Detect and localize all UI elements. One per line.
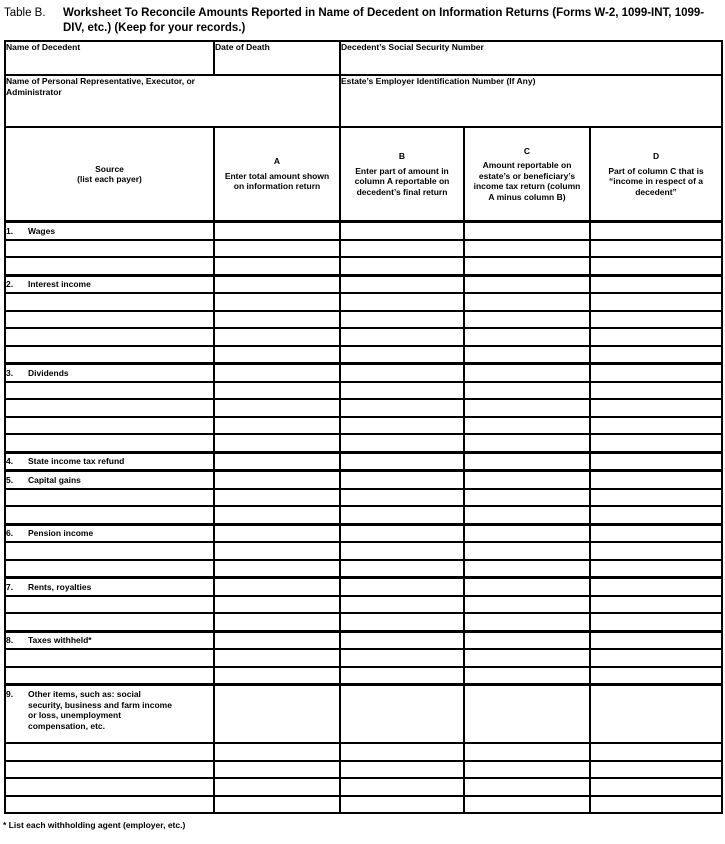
- row-number: 4.: [6, 456, 14, 466]
- payer-entry-cell[interactable]: [5, 240, 214, 258]
- amount-entry-cell-a[interactable]: [214, 382, 340, 400]
- amount-entry-cell-b[interactable]: [340, 240, 464, 258]
- blank-entry-row: [5, 761, 722, 779]
- source-label-cell-5: [5, 471, 214, 489]
- payer-entry-cell[interactable]: [5, 417, 214, 435]
- source-label-cell-2: [5, 275, 214, 293]
- amount-entry-cell-d[interactable]: [590, 542, 722, 560]
- amount-entry-cell-c[interactable]: [464, 743, 590, 761]
- worksheet-row-8: [5, 631, 722, 649]
- amount-entry-cell-b[interactable]: [340, 578, 464, 596]
- amount-entry-cell-a[interactable]: [214, 257, 340, 275]
- amount-entry-cell-a[interactable]: [214, 275, 340, 293]
- amount-entry-cell-c[interactable]: [464, 328, 590, 346]
- payer-entry-cell[interactable]: [5, 506, 214, 524]
- amount-entry-cell-a[interactable]: [214, 328, 340, 346]
- amount-entry-cell-d[interactable]: [590, 596, 722, 614]
- amount-entry-cell-d[interactable]: [590, 471, 722, 489]
- amount-entry-cell-b[interactable]: [340, 222, 464, 240]
- row-label: Interest income: [28, 279, 91, 289]
- col-header-a: [214, 127, 340, 222]
- amount-entry-cell-d[interactable]: [590, 240, 722, 258]
- amount-entry-cell-c[interactable]: [464, 240, 590, 258]
- amount-entry-cell-a[interactable]: [214, 578, 340, 596]
- blank-entry-row: [5, 240, 722, 258]
- col-c-letter: C: [523, 145, 531, 156]
- amount-entry-cell-d[interactable]: [590, 275, 722, 293]
- amount-entry-cell-b[interactable]: [340, 743, 464, 761]
- amount-entry-cell-a[interactable]: [214, 649, 340, 667]
- amount-entry-cell-d[interactable]: [590, 257, 722, 275]
- amount-entry-cell-a[interactable]: [214, 452, 340, 471]
- amount-entry-cell-d[interactable]: [590, 382, 722, 400]
- row-label: Dividends: [28, 367, 69, 378]
- row-label: Pension income: [28, 528, 94, 538]
- amount-entry-cell-d[interactable]: [590, 311, 722, 329]
- amount-entry-cell-a[interactable]: [214, 506, 340, 524]
- amount-entry-cell-b[interactable]: [340, 293, 464, 311]
- amount-entry-cell-b[interactable]: [340, 778, 464, 796]
- amount-entry-cell-a[interactable]: [214, 222, 340, 240]
- ein-cell[interactable]: [340, 75, 722, 127]
- amount-entry-cell-a[interactable]: [214, 796, 340, 814]
- amount-entry-cell-b[interactable]: [340, 649, 464, 667]
- amount-entry-cell-c[interactable]: [464, 685, 590, 744]
- info-row-decedent: [5, 41, 722, 75]
- source-label-cell-8: [5, 631, 214, 649]
- amount-entry-cell-d[interactable]: [590, 222, 722, 240]
- amount-entry-cell-c[interactable]: [464, 649, 590, 667]
- payer-entry-cell[interactable]: [5, 743, 214, 761]
- info-row-representative: [5, 75, 722, 127]
- amount-entry-cell-d[interactable]: [590, 685, 722, 744]
- amount-entry-cell-d[interactable]: [590, 524, 722, 542]
- payer-entry-cell[interactable]: [5, 560, 214, 578]
- amount-entry-cell-a[interactable]: [214, 489, 340, 507]
- payer-entry-cell[interactable]: [5, 257, 214, 275]
- table-letter-label: Table B.: [4, 7, 46, 19]
- col-header-c: [464, 127, 590, 222]
- amount-entry-cell-c[interactable]: [464, 364, 590, 382]
- personal-representative-cell[interactable]: [5, 75, 340, 127]
- amount-entry-cell-b[interactable]: [340, 257, 464, 275]
- amount-entry-cell-d[interactable]: [590, 417, 722, 435]
- worksheet-row-6: [5, 524, 722, 542]
- row-number: 2.: [6, 279, 14, 289]
- worksheet-row-3: [5, 364, 722, 382]
- worksheet-row-9: [5, 685, 722, 744]
- amount-entry-cell-b[interactable]: [340, 434, 464, 452]
- source-label-cell-3: [5, 364, 214, 382]
- amount-entry-cell-d[interactable]: [590, 506, 722, 524]
- payer-entry-cell[interactable]: [5, 293, 214, 311]
- amount-entry-cell-b[interactable]: [340, 685, 464, 744]
- date-of-death-cell[interactable]: [214, 41, 340, 75]
- ein-label: Estate’s Employer Identification Number (If Any): [341, 76, 536, 86]
- blank-entry-row: [5, 667, 722, 685]
- payer-entry-cell[interactable]: [5, 489, 214, 507]
- amount-entry-cell-a[interactable]: [214, 596, 340, 614]
- blank-entry-row: [5, 796, 722, 814]
- amount-entry-cell-c[interactable]: [464, 578, 590, 596]
- col-a-letter: A: [273, 156, 281, 167]
- amount-entry-cell-c[interactable]: [464, 257, 590, 275]
- amount-entry-cell-d[interactable]: [590, 743, 722, 761]
- amount-entry-cell-b[interactable]: [340, 524, 464, 542]
- blank-entry-row: [5, 743, 722, 761]
- payer-entry-cell[interactable]: [5, 328, 214, 346]
- amount-entry-cell-d[interactable]: [590, 578, 722, 596]
- payer-entry-cell[interactable]: [5, 778, 214, 796]
- row-label: Capital gains: [28, 474, 81, 485]
- payer-entry-cell[interactable]: [5, 399, 214, 417]
- blank-entry-row: [5, 434, 722, 452]
- amount-entry-cell-b[interactable]: [340, 399, 464, 417]
- blank-entry-row: [5, 542, 722, 560]
- amount-entry-cell-d[interactable]: [590, 364, 722, 382]
- withholding-agent-footnote: * List each withholding agent (employer, etc.): [3, 820, 186, 830]
- blank-entry-row: [5, 613, 722, 631]
- blank-entry-row: [5, 346, 722, 364]
- amount-entry-cell-c[interactable]: [464, 631, 590, 649]
- date-of-death-label: Date of Death: [215, 42, 270, 52]
- blank-entry-row: [5, 596, 722, 614]
- amount-entry-cell-d[interactable]: [590, 346, 722, 364]
- amount-entry-cell-a[interactable]: [214, 293, 340, 311]
- amount-entry-cell-a[interactable]: [214, 399, 340, 417]
- amount-entry-cell-d[interactable]: [590, 434, 722, 452]
- amount-entry-cell-c[interactable]: [464, 596, 590, 614]
- amount-entry-cell-c[interactable]: [464, 346, 590, 364]
- amount-entry-cell-b[interactable]: [340, 596, 464, 614]
- amount-entry-cell-d[interactable]: [590, 667, 722, 685]
- amount-entry-cell-c[interactable]: [464, 613, 590, 631]
- col-b-desc: Enter part of amount in column A reportable on decedent’s final return: [354, 165, 450, 197]
- col-header-source-line2: (list each payer): [77, 174, 142, 184]
- ssn-label: Decedent’s Social Security Number: [341, 42, 484, 52]
- amount-entry-cell-a[interactable]: [214, 364, 340, 382]
- row-number: 5.: [6, 474, 14, 485]
- amount-entry-cell-c[interactable]: [464, 796, 590, 814]
- amount-entry-cell-c[interactable]: [464, 506, 590, 524]
- amount-entry-cell-d[interactable]: [590, 649, 722, 667]
- worksheet-row-2: [5, 275, 722, 293]
- amount-entry-cell-b[interactable]: [340, 471, 464, 489]
- payer-entry-cell[interactable]: [5, 346, 214, 364]
- personal-representative-label: Name of Personal Representative, Executor, or Administrator: [6, 76, 195, 97]
- amount-entry-cell-b[interactable]: [340, 417, 464, 435]
- amount-entry-cell-d[interactable]: [590, 631, 722, 649]
- amount-entry-cell-a[interactable]: [214, 685, 340, 744]
- worksheet-row-4: [5, 452, 722, 471]
- source-label-cell-4: [5, 452, 214, 471]
- payer-entry-cell[interactable]: [5, 649, 214, 667]
- row-number: 6.: [6, 528, 14, 538]
- amount-entry-cell-c[interactable]: [464, 452, 590, 471]
- reconciliation-worksheet-table: [4, 40, 723, 814]
- name-of-decedent-label: Name of Decedent: [6, 42, 81, 52]
- row-number: 9.: [6, 689, 14, 699]
- col-c-desc: Amount reportable on estate’s or beneficiary’s income tax return (column A minus column B): [473, 160, 581, 202]
- amount-entry-cell-a[interactable]: [214, 761, 340, 779]
- payer-entry-cell[interactable]: [5, 311, 214, 329]
- amount-entry-cell-c[interactable]: [464, 471, 590, 489]
- amount-entry-cell-b[interactable]: [340, 613, 464, 631]
- amount-entry-cell-a[interactable]: [214, 417, 340, 435]
- row-label: State income tax refund: [28, 456, 125, 466]
- amount-entry-cell-c[interactable]: [464, 489, 590, 507]
- page-title: [0, 0, 725, 35]
- amount-entry-cell-b[interactable]: [340, 506, 464, 524]
- amount-entry-cell-c[interactable]: [464, 417, 590, 435]
- col-d-letter: D: [652, 151, 660, 161]
- amount-entry-cell-b[interactable]: [340, 631, 464, 649]
- source-label-cell-9: [5, 685, 214, 744]
- payer-entry-cell[interactable]: [5, 434, 214, 452]
- col-header-b: [340, 127, 464, 222]
- col-a-desc: Enter total amount shown on information return: [224, 170, 330, 192]
- row-label: Rents, royalties: [28, 581, 92, 592]
- payer-entry-cell[interactable]: [5, 596, 214, 614]
- amount-entry-cell-b[interactable]: [340, 275, 464, 293]
- amount-entry-cell-d[interactable]: [590, 328, 722, 346]
- amount-entry-cell-b[interactable]: [340, 328, 464, 346]
- worksheet-title-text: Worksheet To Reconcile Amounts Reported in Name of Decedent on Information Returns (Forms W-2, 1099-INT, 1099-DIV, etc.) (Keep for your records.): [63, 7, 705, 34]
- amount-entry-cell-a[interactable]: [214, 631, 340, 649]
- name-of-decedent-cell[interactable]: [5, 41, 214, 75]
- amount-entry-cell-a[interactable]: [214, 613, 340, 631]
- row-label: Wages: [28, 225, 56, 236]
- amount-entry-cell-c[interactable]: [464, 778, 590, 796]
- amount-entry-cell-d[interactable]: [590, 613, 722, 631]
- blank-entry-row: [5, 257, 722, 275]
- amount-entry-cell-d[interactable]: [590, 399, 722, 417]
- blank-entry-row: [5, 649, 722, 667]
- blank-entry-row: [5, 506, 722, 524]
- amount-entry-cell-c[interactable]: [464, 667, 590, 685]
- amount-entry-cell-c[interactable]: [464, 275, 590, 293]
- amount-entry-cell-a[interactable]: [214, 240, 340, 258]
- amount-entry-cell-a[interactable]: [214, 542, 340, 560]
- amount-entry-cell-d[interactable]: [590, 778, 722, 796]
- col-header-source-line1: Source: [95, 163, 124, 174]
- row-number: 1.: [6, 225, 14, 236]
- source-label-cell-7: [5, 578, 214, 596]
- col-b-letter: B: [398, 151, 406, 161]
- amount-entry-cell-b[interactable]: [340, 560, 464, 578]
- payer-entry-cell[interactable]: [5, 667, 214, 685]
- source-label-cell-1: [5, 222, 214, 240]
- blank-entry-row: [5, 417, 722, 435]
- payer-entry-cell[interactable]: [5, 796, 214, 814]
- amount-entry-cell-a[interactable]: [214, 743, 340, 761]
- amount-entry-cell-a[interactable]: [214, 311, 340, 329]
- amount-entry-cell-c[interactable]: [464, 524, 590, 542]
- amount-entry-cell-a[interactable]: [214, 346, 340, 364]
- amount-entry-cell-a[interactable]: [214, 667, 340, 685]
- amount-entry-cell-c[interactable]: [464, 382, 590, 400]
- amount-entry-cell-a[interactable]: [214, 778, 340, 796]
- amount-entry-cell-b[interactable]: [340, 796, 464, 814]
- amount-entry-cell-c[interactable]: [464, 560, 590, 578]
- amount-entry-cell-b[interactable]: [340, 382, 464, 400]
- amount-entry-cell-a[interactable]: [214, 524, 340, 542]
- row-number: 3.: [6, 367, 14, 378]
- amount-entry-cell-a[interactable]: [214, 434, 340, 452]
- amount-entry-cell-c[interactable]: [464, 222, 590, 240]
- amount-entry-cell-d[interactable]: [590, 489, 722, 507]
- amount-entry-cell-c[interactable]: [464, 434, 590, 452]
- column-header-row: [5, 127, 722, 222]
- amount-entry-cell-d[interactable]: [590, 796, 722, 814]
- ssn-cell[interactable]: [340, 41, 722, 75]
- payer-entry-cell[interactable]: [5, 542, 214, 560]
- blank-entry-row: [5, 778, 722, 796]
- amount-entry-cell-c[interactable]: [464, 293, 590, 311]
- amount-entry-cell-b[interactable]: [340, 346, 464, 364]
- row-number: 7.: [6, 581, 14, 592]
- amount-entry-cell-b[interactable]: [340, 667, 464, 685]
- amount-entry-cell-d[interactable]: [590, 560, 722, 578]
- col-header-source: [5, 127, 214, 222]
- amount-entry-cell-b[interactable]: [340, 311, 464, 329]
- amount-entry-cell-a[interactable]: [214, 560, 340, 578]
- worksheet-row-7: [5, 578, 722, 596]
- blank-entry-row: [5, 560, 722, 578]
- blank-entry-row: [5, 399, 722, 417]
- blank-entry-row: [5, 489, 722, 507]
- payer-entry-cell[interactable]: [5, 613, 214, 631]
- row-number: 8.: [6, 635, 14, 645]
- amount-entry-cell-c[interactable]: [464, 542, 590, 560]
- payer-entry-cell[interactable]: [5, 761, 214, 779]
- amount-entry-cell-b[interactable]: [340, 452, 464, 471]
- blank-entry-row: [5, 382, 722, 400]
- worksheet-row-1: [5, 222, 722, 240]
- amount-entry-cell-d[interactable]: [590, 293, 722, 311]
- amount-entry-cell-d[interactable]: [590, 761, 722, 779]
- amount-entry-cell-b[interactable]: [340, 542, 464, 560]
- col-d-desc: Part of column C that is “income in respect of a decedent”: [608, 165, 704, 197]
- payer-entry-cell[interactable]: [5, 382, 214, 400]
- blank-entry-row: [5, 293, 722, 311]
- blank-entry-row: [5, 311, 722, 329]
- worksheet-row-5: [5, 471, 722, 489]
- amount-entry-cell-c[interactable]: [464, 311, 590, 329]
- source-label-cell-6: [5, 524, 214, 542]
- amount-entry-cell-b[interactable]: [340, 761, 464, 779]
- blank-entry-row: [5, 328, 722, 346]
- amount-entry-cell-b[interactable]: [340, 489, 464, 507]
- amount-entry-cell-c[interactable]: [464, 399, 590, 417]
- amount-entry-cell-a[interactable]: [214, 471, 340, 489]
- row-label: Taxes withheld*: [28, 635, 92, 645]
- amount-entry-cell-b[interactable]: [340, 364, 464, 382]
- amount-entry-cell-d[interactable]: [590, 452, 722, 471]
- row-label: Other items, such as: social security, business and farm income or loss, unemployment compensation, etc.: [28, 689, 172, 731]
- amount-entry-cell-c[interactable]: [464, 761, 590, 779]
- col-header-d: [590, 127, 722, 222]
